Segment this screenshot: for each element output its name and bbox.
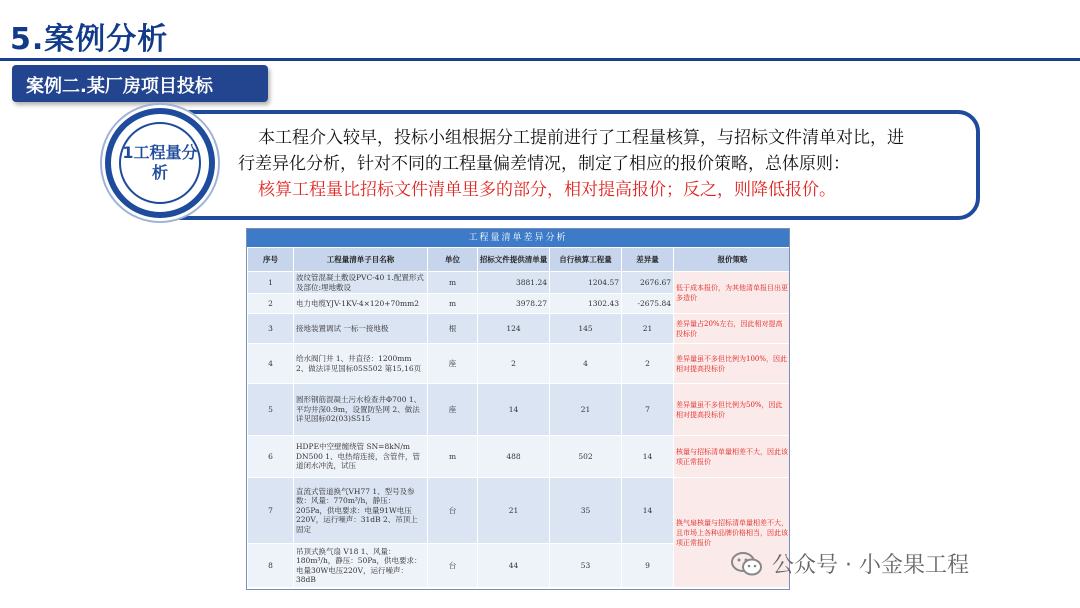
col-header-calc: 自行核算工程量 <box>550 248 622 272</box>
wechat-icon <box>730 550 764 578</box>
table-row <box>248 384 791 436</box>
cell-bid: 488 <box>478 436 550 478</box>
title-underline <box>0 58 1080 61</box>
cell-calc: 4 <box>550 344 622 384</box>
cell-diff: 14 <box>622 478 674 544</box>
cell-calc: 1302.43 <box>550 294 622 314</box>
col-header-unit: 单位 <box>428 248 478 272</box>
cell-name: HDPE中空壁缠绕管 SN=8kN/m DN500 1、电热熔连接，含管件，管道闭水冲洗，试压 <box>294 436 428 478</box>
cell-bid: 44 <box>478 544 550 588</box>
cell-bid: 124 <box>478 314 550 344</box>
cell-strategy: 低于成本报价，为其他清单报目出更多造价 <box>674 272 791 314</box>
cell-diff: 14 <box>622 436 674 478</box>
cell-strategy: 换气扇核量与招标清单量相差不大，且市场上各种品牌价格相当，因此该项正常报价 <box>674 478 791 588</box>
cell-unit: m <box>428 436 478 478</box>
table-row <box>248 314 791 344</box>
cell-no: 8 <box>248 544 294 588</box>
cell-name: 波纹管混凝土敷设PVC-40 1.配置形式及部位:埋地敷设 <box>294 272 428 294</box>
cell-unit: m <box>428 294 478 314</box>
col-header-diff: 差异量 <box>622 248 674 272</box>
subtitle-bar <box>12 65 268 102</box>
section-circle-label: 1工程量分析 <box>122 143 198 182</box>
callout-line-1: 本工程介入较早，投标小组根据分工提前进行了工程量核算，与招标文件清单对比，进 <box>258 128 904 148</box>
cell-bid: 3881.24 <box>478 272 550 294</box>
cell-unit: 台 <box>428 544 478 588</box>
table-row <box>248 272 791 294</box>
table-row <box>248 344 791 384</box>
cell-no: 4 <box>248 344 294 384</box>
cell-diff: -2675.84 <box>622 294 674 314</box>
cell-calc: 1204.57 <box>550 272 622 294</box>
cell-calc: 53 <box>550 544 622 588</box>
cell-diff: 9 <box>622 544 674 588</box>
cell-bid: 2 <box>478 344 550 384</box>
callout-text <box>238 125 958 203</box>
cell-name: 吊顶式换气扇 V18 1、风量：180m³/h，静压：50Pa，供电要求：电量30W电压220V，运行噪声：38dB <box>294 544 428 588</box>
section-circle-inner <box>119 122 201 204</box>
cell-name: 给水阀门井 1、井直径：1200mm 2、做法详见国标05S502 第15,16页 <box>294 344 428 384</box>
cell-diff: 21 <box>622 314 674 344</box>
watermark <box>730 548 969 579</box>
cell-no: 3 <box>248 314 294 344</box>
cell-diff: 2 <box>622 344 674 384</box>
cell-strategy: 核量与招标清单量相差不大，因此该项正常报价 <box>674 436 791 478</box>
col-header-name: 工程量清单子目名称 <box>294 248 428 272</box>
cell-diff: 2676.67 <box>622 272 674 294</box>
page-title: 5.案例分析 <box>10 22 169 57</box>
cell-name: 直流式管道换气VH77 1、型号及参数：风量：770m³/h，静压：205Pa，供电要求：电量91W电压220V，运行噪声：31dB 2、吊顶上固定 <box>294 478 428 544</box>
cell-unit: m <box>428 272 478 294</box>
table-row <box>248 436 791 478</box>
cell-name: 接地装置调试 一标一接地极 <box>294 314 428 344</box>
cell-unit: 台 <box>428 478 478 544</box>
cell-calc: 502 <box>550 436 622 478</box>
cell-bid: 21 <box>478 478 550 544</box>
cell-bid: 14 <box>478 384 550 436</box>
callout-line-2: 行差异化分析，针对不同的工程量偏差情况，制定了相应的报价策略，总体原则： <box>238 154 850 174</box>
cell-calc: 35 <box>550 478 622 544</box>
cell-unit: 座 <box>428 344 478 384</box>
subtitle: 案例二.某厂房项目投标 <box>26 76 213 97</box>
table-header-row <box>248 248 791 272</box>
table-row <box>248 478 791 544</box>
difference-table <box>246 228 790 590</box>
cell-bid: 3978.27 <box>478 294 550 314</box>
callout-line-3: 核算工程量比招标文件清单里多的部分，相对提高报价；反之，则降低报价。 <box>258 180 836 200</box>
col-header-bid: 招标文件提供清单量 <box>478 248 550 272</box>
table-grid <box>247 247 790 588</box>
cell-no: 1 <box>248 272 294 294</box>
section-circle <box>105 108 215 218</box>
cell-no: 5 <box>248 384 294 436</box>
cell-strategy: 差异量占20%左右，因此相对提高投标价 <box>674 314 791 344</box>
cell-no: 7 <box>248 478 294 544</box>
cell-no: 6 <box>248 436 294 478</box>
watermark-text: 公众号 · 小金果工程 <box>772 553 969 578</box>
cell-name: 电力电缆YJV-1KV-4×120+70mm2 <box>294 294 428 314</box>
cell-strategy: 差异量虽不多但比例为50%，因此相对提高投标价 <box>674 384 791 436</box>
cell-no: 2 <box>248 294 294 314</box>
cell-strategy: 差异量虽不多但比例为100%，因此相对提高投标价 <box>674 344 791 384</box>
cell-diff: 7 <box>622 384 674 436</box>
table-title: 工程量清单差异分析 <box>247 229 789 247</box>
cell-unit: 座 <box>428 384 478 436</box>
cell-calc: 145 <box>550 314 622 344</box>
cell-calc: 21 <box>550 384 622 436</box>
cell-name: 圆形钢筋混凝土污水检查井Φ700 1、平均井深0.9m，设置防坠网 2、做法详见国标02(03)S515 <box>294 384 428 436</box>
col-header-strategy: 报价策略 <box>674 248 791 272</box>
cell-unit: 根 <box>428 314 478 344</box>
col-header-no: 序号 <box>248 248 294 272</box>
